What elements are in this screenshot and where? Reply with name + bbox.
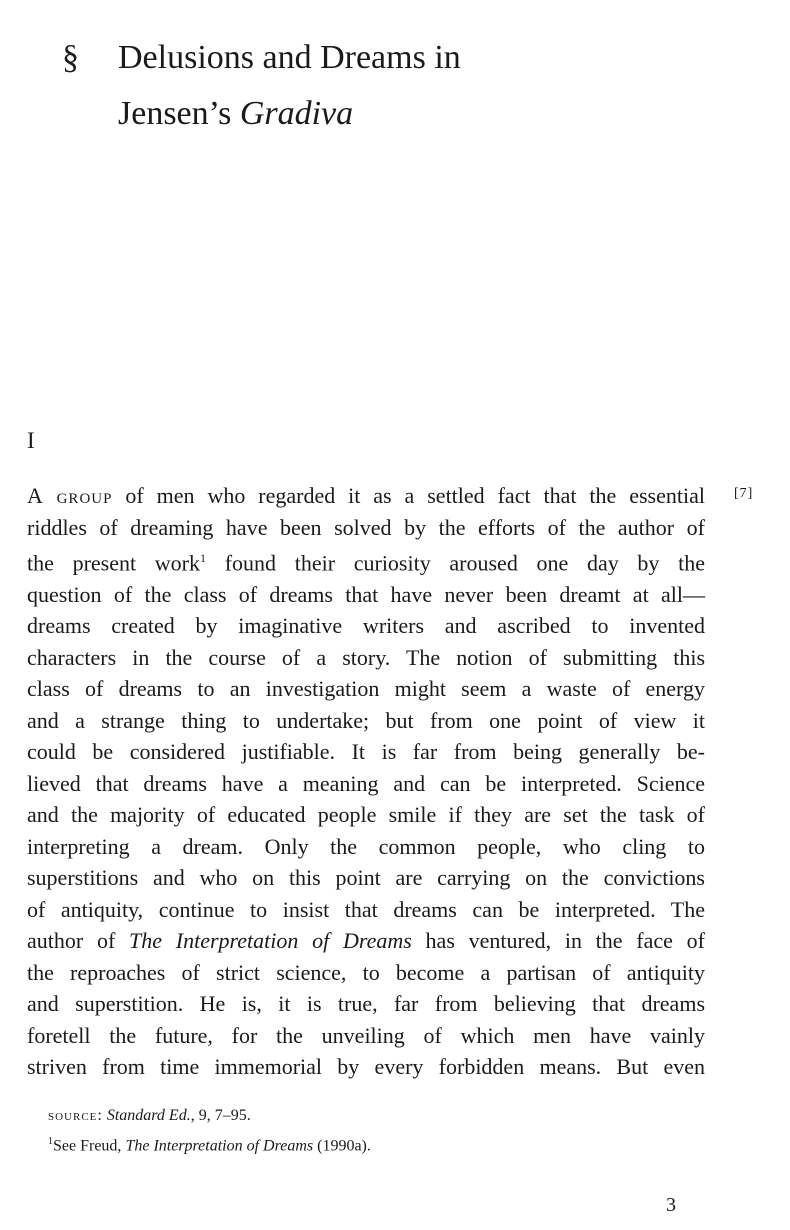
- body-line: dreams created by imaginative writers and ascribed to invented: [27, 613, 705, 639]
- body-line: striven from time immemorial by every forbidden means. But even: [27, 1054, 705, 1080]
- source-note: [48, 1103, 371, 1129]
- footnote-mark: 1: [200, 551, 207, 565]
- page-number: 3: [666, 1194, 676, 1216]
- source-rest: , 9, 7–95.: [190, 1107, 251, 1124]
- body-line: and the majority of educated people smile if they are set the task of: [27, 802, 705, 828]
- source-label: source:: [48, 1107, 103, 1124]
- body-line: [27, 480, 705, 512]
- source-italic: Standard Ed.: [106, 1107, 191, 1124]
- title-line-2: [62, 86, 461, 142]
- body-line: question of the class of dreams that have never been dreamt at all—: [27, 581, 705, 607]
- title-text-1: Delusions and Dreams in: [118, 39, 461, 76]
- lead-small-caps: A group: [27, 483, 113, 508]
- chapter-title: [62, 30, 461, 142]
- margin-page-reference: [7]: [734, 486, 754, 501]
- body-line: foretell the future, for the unveiling of which men have vainly: [27, 1022, 705, 1048]
- body-line: of antiquity, continue to insist that dreams can be interpreted. The: [27, 896, 705, 922]
- title-line-1: [62, 30, 461, 86]
- body-line: superstitions and who on this point are carrying on the convictions: [27, 865, 705, 891]
- body-line: and a strange thing to undertake; but from one point of view it: [27, 707, 705, 733]
- body-line: could be considered justifiable. It is far from being generally be-: [27, 739, 705, 765]
- body-line: the reproaches of strict science, to become a partisan of antiquity: [27, 959, 705, 985]
- line-text: has ventured, in the face of: [411, 928, 705, 954]
- body-paragraph: [27, 480, 705, 1083]
- footnote-1-rest: (1990a).: [313, 1137, 371, 1155]
- line-text: author of: [27, 928, 130, 954]
- body-line: riddles of dreaming have been solved by the efforts of the author of: [27, 514, 705, 540]
- title-text-2: Jensen’s: [118, 95, 240, 132]
- body-line: [27, 543, 705, 579]
- footnote-1-prefix: See Freud,: [53, 1137, 126, 1155]
- body-line: and superstition. He is, it is true, far from believing that dreams: [27, 991, 705, 1017]
- title-italic-gradiva: Gradiva: [239, 95, 354, 132]
- body-line: interpreting a dream. Only the common people, who cling to: [27, 833, 705, 859]
- lead-rest: of men who regarded it as a settled fact that the essential: [112, 483, 705, 508]
- footnote-1-italic: The Interpretation of Dreams: [125, 1137, 314, 1155]
- body-line: lieved that dreams have a meaning and can be interpreted. Science: [27, 770, 705, 796]
- line-text: found their curiosity aroused one day by the: [206, 550, 705, 576]
- section-number: I: [27, 428, 35, 453]
- section-mark: §: [62, 39, 79, 76]
- body-line: characters in the course of a story. The notion of submitting this: [27, 644, 705, 670]
- line-text: the present work: [27, 550, 201, 576]
- footnote-1: [48, 1129, 371, 1159]
- book-title-italic: The Interpretation of Dreams: [129, 928, 412, 954]
- body-line: class of dreams to an investigation might seem a waste of energy: [27, 676, 705, 702]
- footnote-1-mark: 1: [48, 1136, 53, 1147]
- footnotes: [48, 1103, 371, 1159]
- body-line: [27, 925, 705, 957]
